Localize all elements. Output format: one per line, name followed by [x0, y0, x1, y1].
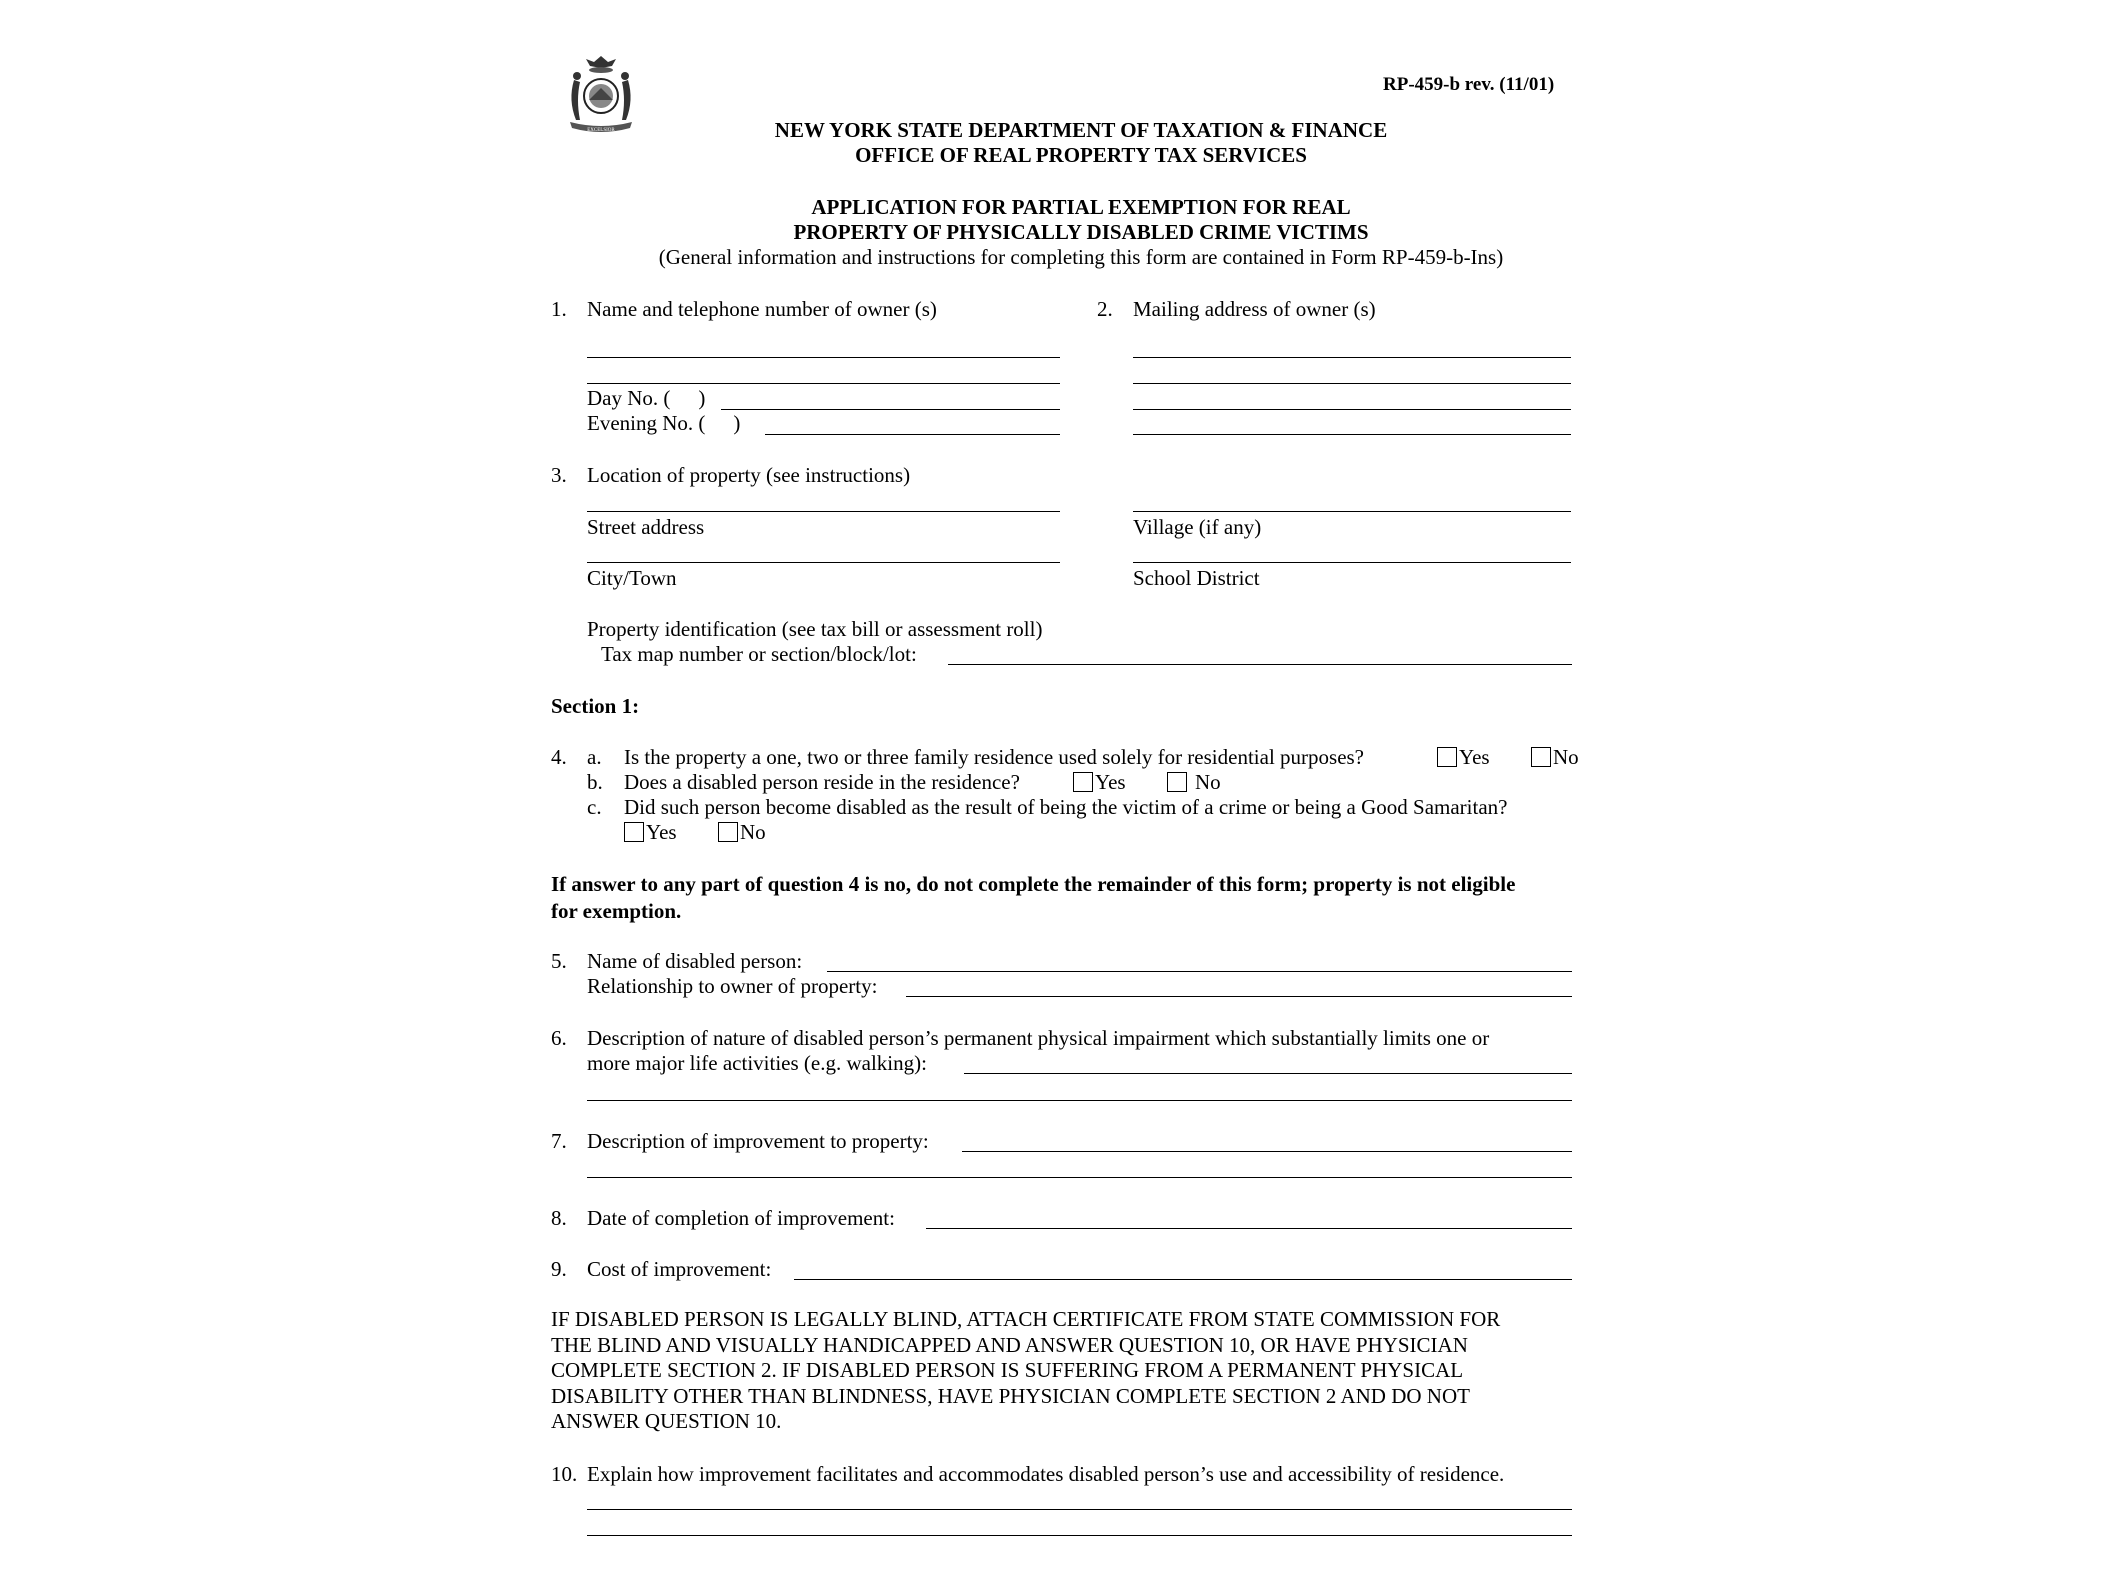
street-address-label: Street address [587, 515, 705, 539]
school-district-field[interactable] [1133, 562, 1571, 563]
improvement-cost-field[interactable] [794, 1279, 1572, 1280]
q4a-no-checkbox[interactable] [1531, 747, 1551, 767]
tax-map-field[interactable] [948, 664, 1572, 665]
q1-number: 1. [551, 297, 567, 321]
q4b-yes-option[interactable]: Yes [1073, 769, 1126, 795]
q10-label: Explain how improvement facilitates and accommodates disabled person’s use and accessibility of residence. [587, 1462, 1505, 1486]
q5-relationship-label: Relationship to owner of property: [587, 974, 878, 998]
improvement-description-field-1[interactable] [962, 1151, 1572, 1152]
q4b-no-checkbox[interactable] [1167, 772, 1187, 792]
blind-notice [551, 1307, 1500, 1435]
q4c-text: Did such person become disabled as the result of being the victim of a crime or being a Good Samaritan? [624, 795, 1508, 819]
q8-number: 8. [551, 1206, 567, 1230]
form-title-line-1: APPLICATION FOR PARTIAL EXEMPTION FOR REAL [811, 195, 1351, 219]
q5-number: 5. [551, 949, 567, 973]
school-district-label: School District [1133, 566, 1260, 590]
form-subtitle: (General information and instructions for completing this form are contained in Form RP-459-b-Ins) [658, 245, 1504, 269]
street-address-field[interactable] [587, 511, 1060, 512]
relationship-field[interactable] [906, 996, 1572, 997]
mailing-address-line-1[interactable] [1133, 357, 1571, 358]
evening-phone-label: Evening No. ( ) [587, 411, 741, 435]
completion-date-field[interactable] [926, 1228, 1572, 1229]
q3-label: Location of property (see instructions) [587, 463, 911, 487]
q2-label: Mailing address of owner (s) [1133, 297, 1376, 321]
q9-number: 9. [551, 1257, 567, 1281]
q4b-letter: b. [587, 770, 603, 794]
q8-label: Date of completion of improvement: [587, 1206, 895, 1230]
q4a-yes-checkbox[interactable] [1437, 747, 1457, 767]
dept-line-1: NEW YORK STATE DEPARTMENT OF TAXATION & FINANCE [774, 118, 1388, 142]
mailing-address-line-3[interactable] [1133, 409, 1571, 410]
q7-number: 7. [551, 1129, 567, 1153]
city-town-field[interactable] [587, 562, 1060, 563]
q6-number: 6. [551, 1026, 567, 1050]
evening-phone-field[interactable] [765, 434, 1060, 435]
q9-label: Cost of improvement: [587, 1257, 772, 1281]
q4c-letter: c. [587, 795, 602, 819]
q4a-no-option[interactable]: No [1531, 744, 1579, 770]
q6-label-line-1: Description of nature of disabled person’s permanent physical impairment which substantially limits one or [587, 1026, 1490, 1050]
form-title-line-2: PROPERTY OF PHYSICALLY DISABLED CRIME VICTIMS [793, 220, 1369, 244]
q4c-no-option[interactable]: No [718, 819, 766, 845]
owner-name-line-1[interactable] [587, 357, 1060, 358]
q6-label-line-2: more major life activities (e.g. walking): [587, 1051, 927, 1075]
tax-map-label: Tax map number or section/block/lot: [601, 642, 917, 666]
village-field[interactable] [1133, 511, 1571, 512]
property-id-label: Property identification (see tax bill or assessment roll) [587, 617, 1043, 641]
blind-notice-line: IF DISABLED PERSON IS LEGALLY BLIND, ATTACH CERTIFICATE FROM STATE COMMISSION FOR [551, 1307, 1501, 1331]
q7-label: Description of improvement to property: [587, 1129, 929, 1153]
q4c-no-checkbox[interactable] [718, 822, 738, 842]
city-town-label: City/Town [587, 566, 677, 590]
q1-label: Name and telephone number of owner (s) [587, 297, 937, 321]
eligibility-warning-line-1: If answer to any part of question 4 is no, do not complete the remainder of this form; property is not eligible [551, 872, 1516, 896]
q4a-yes-option[interactable]: Yes [1437, 744, 1490, 770]
q4-number: 4. [551, 745, 567, 769]
q4b-no-option[interactable]: No [1167, 769, 1221, 795]
blind-notice-line: DISABILITY OTHER THAN BLINDNESS, HAVE PHYSICIAN COMPLETE SECTION 2 AND DO NOT [551, 1383, 1470, 1408]
mailing-address-line-4[interactable] [1133, 434, 1571, 435]
day-phone-label: Day No. ( ) [587, 386, 706, 410]
accessibility-explanation-field-2[interactable] [587, 1535, 1572, 1536]
q4a-text: Is the property a one, two or three family residence used solely for residential purposes? [624, 745, 1365, 769]
q4b-yes-checkbox[interactable] [1073, 772, 1093, 792]
form-id: RP-459-b rev. (11/01) [1383, 74, 1555, 95]
eligibility-warning-line-2: for exemption. [551, 899, 682, 923]
q3-number: 3. [551, 463, 567, 487]
accessibility-explanation-field-1[interactable] [587, 1509, 1572, 1510]
disabled-person-name-field[interactable] [827, 971, 1572, 972]
q4c-yes-option[interactable]: Yes [624, 819, 677, 845]
improvement-description-field-2[interactable] [587, 1177, 1572, 1178]
impairment-description-field-1[interactable] [964, 1073, 1572, 1074]
blind-notice-line: THE BLIND AND VISUALLY HANDICAPPED AND ANSWER QUESTION 10, OR HAVE PHYSICIAN [551, 1332, 1468, 1357]
q5-name-label: Name of disabled person: [587, 949, 803, 973]
seal-motto: EXCELSIOR [587, 128, 615, 133]
q2-number: 2. [1097, 297, 1113, 321]
section-1-heading: Section 1: [551, 694, 640, 718]
dept-line-2: OFFICE OF REAL PROPERTY TAX SERVICES [855, 143, 1307, 167]
mailing-address-line-2[interactable] [1133, 383, 1571, 384]
blind-notice-line: COMPLETE SECTION 2. IF DISABLED PERSON IS SUFFERING FROM A PERMANENT PHYSICAL [551, 1358, 1464, 1383]
owner-name-line-2[interactable] [587, 383, 1060, 384]
impairment-description-field-2[interactable] [587, 1100, 1572, 1101]
day-phone-field[interactable] [721, 409, 1060, 410]
q10-number: 10. [551, 1462, 578, 1486]
q4c-yes-checkbox[interactable] [624, 822, 644, 842]
q4b-text: Does a disabled person reside in the residence? [624, 770, 1020, 794]
blind-notice-line: ANSWER QUESTION 10. [551, 1409, 782, 1434]
village-label: Village (if any) [1133, 515, 1262, 539]
q4a-letter: a. [587, 745, 602, 769]
